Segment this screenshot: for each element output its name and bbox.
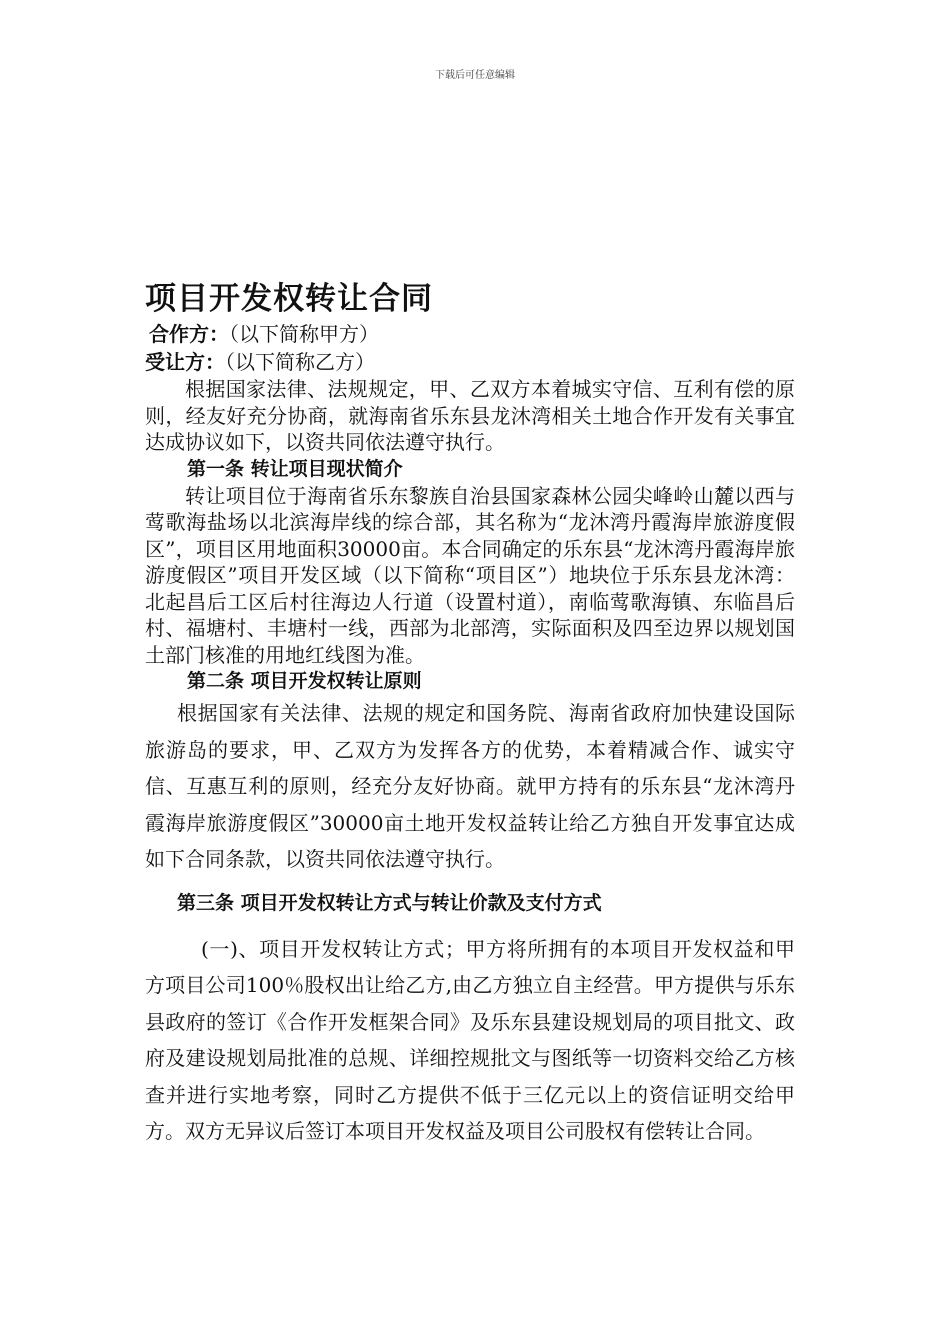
header-note: 下载后可任意编辑 bbox=[435, 70, 515, 81]
party-a-label: 合作方： bbox=[149, 322, 229, 346]
party-b-line bbox=[145, 348, 795, 376]
article-3-heading: 第三条 项目开发权转让方式与转让价款及支付方式 bbox=[177, 891, 602, 914]
party-a-value: （以下简称甲方） bbox=[229, 322, 379, 346]
contract-document bbox=[145, 278, 795, 1150]
article-3-text: (一)、项目开发权转让方式；甲方将所拥有的本项目开发权益和甲方项目公司100％股权出让给乙方,由乙方独立自主经营。甲方提供与乐东县政府的签订《合作开发框架合同》及乐东县建设规划局的项目批文、政府及建设规划局批准的总规、详细控规批文与图纸等一切资料交给乙方核查并进行实地考察，同时乙方提供不低于三亿元以上的资信证明交给甲方。双方无异议后签订本项目开发权益及项目公司股权有偿转让合同。 bbox=[145, 936, 795, 1143]
article-1-text: 转让项目位于海南省乐东黎族自治县国家森林公园尖峰岭山麓以西与莺歌海盐场以北滨海岸线的综合部，其名称为“龙沐湾丹霞海岸旅游度假区”，项目区用地面积30000亩。本合同确定的乐东县“龙沐湾丹霞海岸旅游度假区”项目开发区域（以下简称“项目区”）地块位于乐东县龙沐湾：北起昌后工区后村往海边人行道（设置村道），南临莺歌海镇、东临昌后村、福塘村、丰塘村一线，西部为北部湾，实际面积及四至边界以规划国土部门核准的用地红线图为准。 bbox=[145, 483, 795, 667]
party-a-line bbox=[145, 320, 795, 348]
document-title: 项目开发权转让合同 bbox=[145, 281, 433, 317]
party-b-label: 受让方： bbox=[145, 350, 225, 374]
intro-paragraph: 根据国家法律、法规规定，甲、乙双方本着城实守信、互利有偿的原则，经友好充分协商，就海南省乐东县龙沐湾相关土地合作开发有关事宜达成协议如下，以资共同依法遵守执行。 bbox=[145, 377, 795, 454]
article-2-heading: 第二条 项目开发权转让原则 bbox=[187, 670, 422, 692]
article-2-text: 根据国家有关法律、法规的规定和国务院、海南省政府加快建设国际旅游岛的要求，甲、乙双方为发挥各方的优势，本着精减合作、诚实守信、互惠互利的原则，经充分友好协商。就甲方持有的乐东县“龙沐湾丹霞海岸旅游度假区”30000亩土地开发权益转让给乙方独自开发事宜达成如下合同条款，以资共同依法遵守执行。 bbox=[145, 701, 795, 871]
article-1-heading: 第一条 转让项目现状简介 bbox=[187, 457, 403, 480]
party-b-value: （以下简称乙方） bbox=[225, 350, 375, 374]
